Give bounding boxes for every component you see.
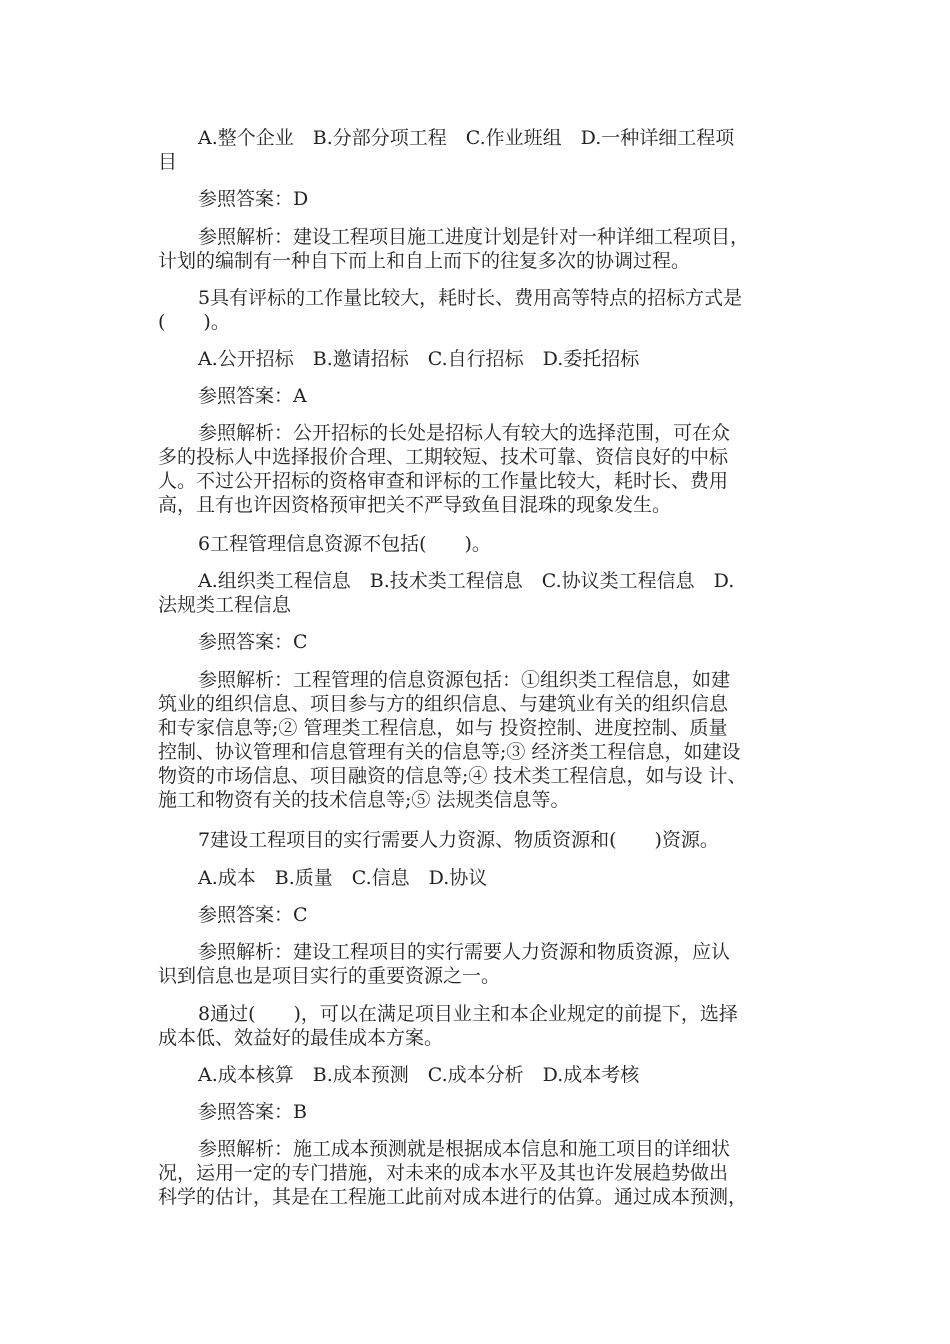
text-line: 科学的估计，其是在工程施工此前对成本进行的估算。通过成本预测， (158, 1186, 748, 1208)
text-line: A.成本 B.质量 C.信息 D.协议 (198, 867, 488, 889)
text-line: 参照答案：B (198, 1101, 307, 1123)
q8-analysis (158, 1137, 798, 1209)
q6-options (158, 569, 798, 617)
text-line: 参照答案：C (198, 631, 308, 653)
text-line: 施工和物资有关的技术信息等;⑤ 法规类信息等。 (158, 789, 570, 811)
text-line: 和专家信息等;② 管理类工程信息，如与 投资控制、进度控制、质量 (158, 717, 728, 739)
text-line: 参照解析：建设工程项目施工进度计划是针对一种详细工程项目， (198, 226, 750, 248)
q4-answer (158, 187, 798, 211)
q5-question (158, 286, 798, 334)
text-line: 参照答案：C (198, 904, 308, 926)
q7-answer (158, 903, 798, 927)
text-line: 筑业的组织信息、项目参与方的组织信息、与建筑业有关的组织信息 (158, 693, 729, 715)
text-line: 参照解析：建设工程项目的实行需要人力资源和物质资源，应认 (198, 941, 731, 963)
text-line: 多的投标人中选择报价合理、工期较短、技术可靠、资信良好的中标 (158, 446, 729, 468)
q4-analysis (158, 225, 798, 273)
q8-question (158, 1002, 798, 1050)
text-line: 参照解析：公开招标的长处是招标人有较大的选择范围，可在众 (198, 422, 731, 444)
text-line: 参照解析：施工成本预测就是根据成本信息和施工项目的详细状 (198, 1138, 731, 1160)
text-line: ( )。 (158, 311, 230, 333)
text-line: 高，且有也许因资格预审把关不严导致鱼目混珠的现象发生。 (158, 494, 672, 516)
text-line: A.成本核算 B.成本预测 C.成本分析 D.成本考核 (198, 1064, 640, 1086)
q6-analysis (158, 668, 798, 812)
text-line: 参照答案：A (198, 385, 307, 407)
text-line: 识到信息也是项目实行的重要资源之一。 (158, 965, 501, 987)
q7-options (158, 866, 798, 890)
text-line: A.组织类工程信息 B.技术类工程信息 C.协议类工程信息 D. (198, 570, 735, 592)
text-line: 6工程管理信息资源不包括( )。 (198, 533, 491, 555)
text-line: 成本低、效益好的最佳成本方案。 (158, 1027, 444, 1049)
text-line: 7建设工程项目的实行需要人力资源、物质资源和( )资源。 (198, 829, 719, 851)
q5-options (158, 347, 798, 371)
text-line: 参照答案：D (198, 188, 309, 210)
text-line: 目 (158, 151, 178, 173)
q6-answer (158, 630, 798, 654)
q5-answer (158, 384, 798, 408)
q6-question (158, 532, 798, 556)
text-line: 5具有评标的工作量比较大，耗时长、费用高等特点的招标方式是 (198, 287, 743, 309)
text-line: 控制、协议管理和信息管理有关的信息等;③ 经济类工程信息，如建设 (158, 741, 741, 763)
q7-question (158, 828, 798, 852)
q8-answer (158, 1100, 798, 1124)
text-line: 法规类工程信息 (158, 594, 292, 616)
q4-options (158, 126, 798, 174)
text-line: 计划的编制有一种自下而上和自上而下的往复多次的协调过程。 (158, 250, 691, 272)
text-line: 况，运用一定的专门措施，对未来的成本水平及其也许发展趋势做出 (158, 1162, 729, 1184)
text-line: 8通过( )，可以在满足项目业主和本企业规定的前提下，选择 (198, 1003, 738, 1025)
text-line: A.公开招标 B.邀请招标 C.自行招标 D.委托招标 (198, 348, 640, 370)
q5-analysis (158, 421, 798, 517)
text-line: A.整个企业 B.分部分项工程 C.作业班组 D.一种详细工程项 (198, 127, 735, 149)
q8-options (158, 1063, 798, 1087)
text-line: 人。不过公开招标的资格审查和评标的工作量比较大，耗时长、费用 (158, 470, 729, 492)
text-line: 物资的市场信息、项目融资的信息等;④ 技术类工程信息，如与设 计、 (158, 765, 747, 787)
q7-analysis (158, 940, 798, 988)
text-line: 参照解析：工程管理的信息资源包括：①组织类工程信息，如建 (198, 669, 731, 691)
